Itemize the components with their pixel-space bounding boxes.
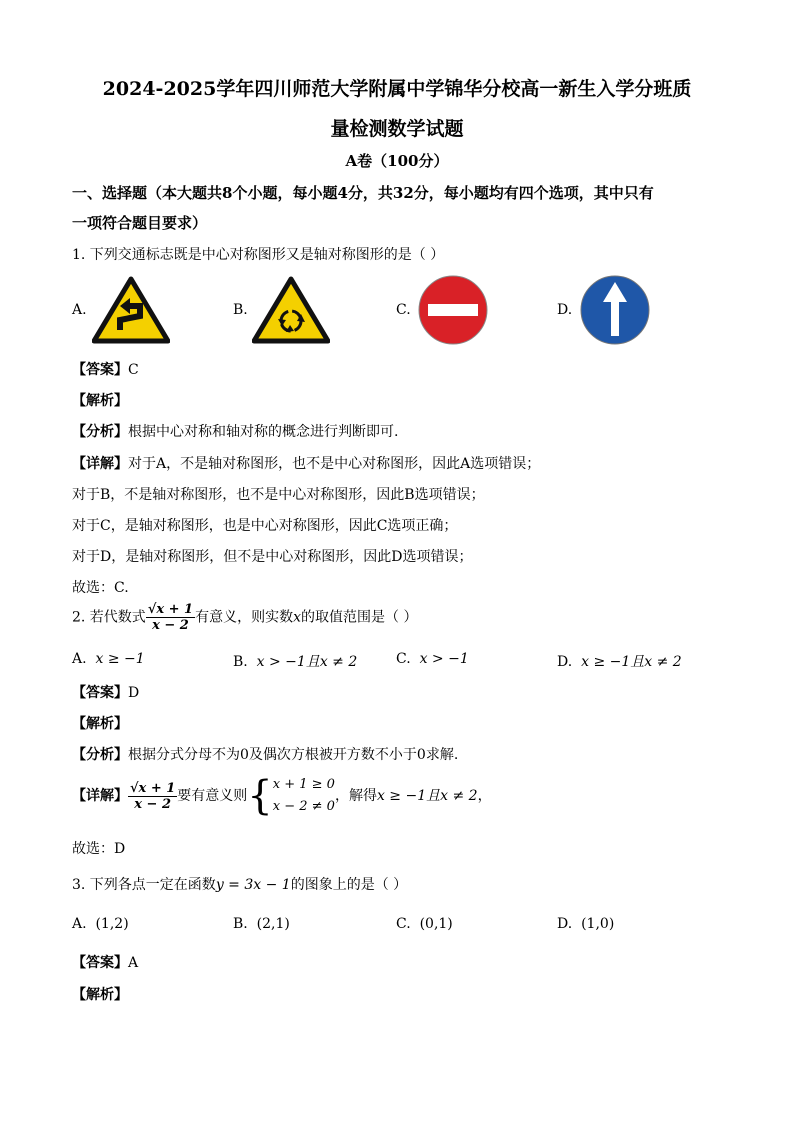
q1-answer: 【答案】C [72, 362, 139, 378]
question-1-stem: 1. 下列交通标志既是中心对称图形又是轴对称图形的是（ ） [72, 247, 445, 263]
paper-section-label: A卷（100分） [345, 152, 449, 170]
q2-option-c: C. x > −1 [396, 651, 469, 667]
q3-answer: 【答案】A [72, 955, 139, 971]
section-heading: 一、选择题（本大题共8个小题，每小题4分，共32分，每小题均有四个选项，其中只有 [72, 184, 654, 202]
q1-option-c-label: C. [396, 302, 411, 318]
q2-jiexi-label: 【解析】 [72, 716, 128, 732]
q1-jiexi-label: 【解析】 [72, 393, 128, 409]
page-title-continued: 量检测数学试题 [330, 118, 464, 140]
q1-option-a-label: A. [72, 302, 87, 318]
straight-ahead-sign-icon [578, 274, 652, 346]
q2-detail-fraction: $\frac{√x + 1}{x - 2}$ [130, 780, 176, 812]
q1-conclusion: 故选：C. [72, 580, 129, 596]
question-3-stem: 3. 下列各点一定在函数y = 3x − 1的图象上的是（ ） [72, 877, 408, 893]
q3-jiexi-label: 【解析】 [72, 987, 128, 1003]
q2-option-d: D. x ≥ −1且x ≠ 2 [557, 654, 682, 670]
q1-detail-line: 对于B，不是轴对称图形，也不是中心对称图形，因此B选项错误； [72, 487, 485, 503]
q2-fraction: $\frac{√x + 1}{x - 2}$ [147, 602, 194, 633]
roundabout-sign-icon [252, 276, 330, 344]
q1-option-b-label: B. [233, 302, 248, 318]
q3-option-d: D. (1,0) [557, 916, 615, 932]
q2-answer: 【答案】D [72, 685, 140, 701]
q2-analysis: 【分析】根据分式分母不为0及偶次方根被开方数不小于0求解. [72, 747, 459, 763]
q2-conclusion: 故选：D [72, 841, 126, 857]
q2-inequality-system: { x + 1 ≥ 0 x − 2 ≠ 0 [247, 773, 335, 819]
q1-detail-line: 【详解】对于A，不是轴对称图形，也不是中心对称图形，因此A选项错误； [72, 456, 541, 472]
q2-detail: 【详解】 $\frac{√x + 1}{x - 2}$ 要有意义则{ x + 1 ≥ 0 x − 2 ≠ 0 ，解得x ≥ −1且x ≠ 2， [72, 773, 492, 819]
section-heading-continued: 一项符合题目要求） [72, 214, 208, 232]
q3-option-c: C. (0,1) [396, 916, 453, 932]
q1-detail-line: 对于C，是轴对称图形，也是中心对称图形，因此C选项正确； [72, 518, 458, 534]
no-entry-sign-icon [416, 274, 490, 346]
q1-analysis: 【分析】根据中心对称和轴对称的概念进行判断即可. [72, 424, 399, 440]
q2-option-a: A. x ≥ −1 [72, 651, 145, 667]
question-2-stem: 2. 若代数式 $\frac{√x + 1}{x - 2}$ 有意义，则实数x的取值范围是（ ） [72, 602, 418, 633]
winding-road-sign-icon [92, 276, 170, 344]
q2-option-b: B. x > −1且x ≠ 2 [233, 654, 358, 670]
q1-option-d-label: D. [557, 302, 573, 318]
q3-option-a: A. (1,2) [72, 916, 129, 932]
q3-option-b: B. (2,1) [233, 916, 290, 932]
q1-detail-line: 对于D，是轴对称图形，但不是中心对称图形，因此D选项错误； [72, 549, 473, 565]
page-title: 2024-2025学年四川师范大学附属中学锦华分校高一新生入学分班质 [102, 78, 692, 100]
